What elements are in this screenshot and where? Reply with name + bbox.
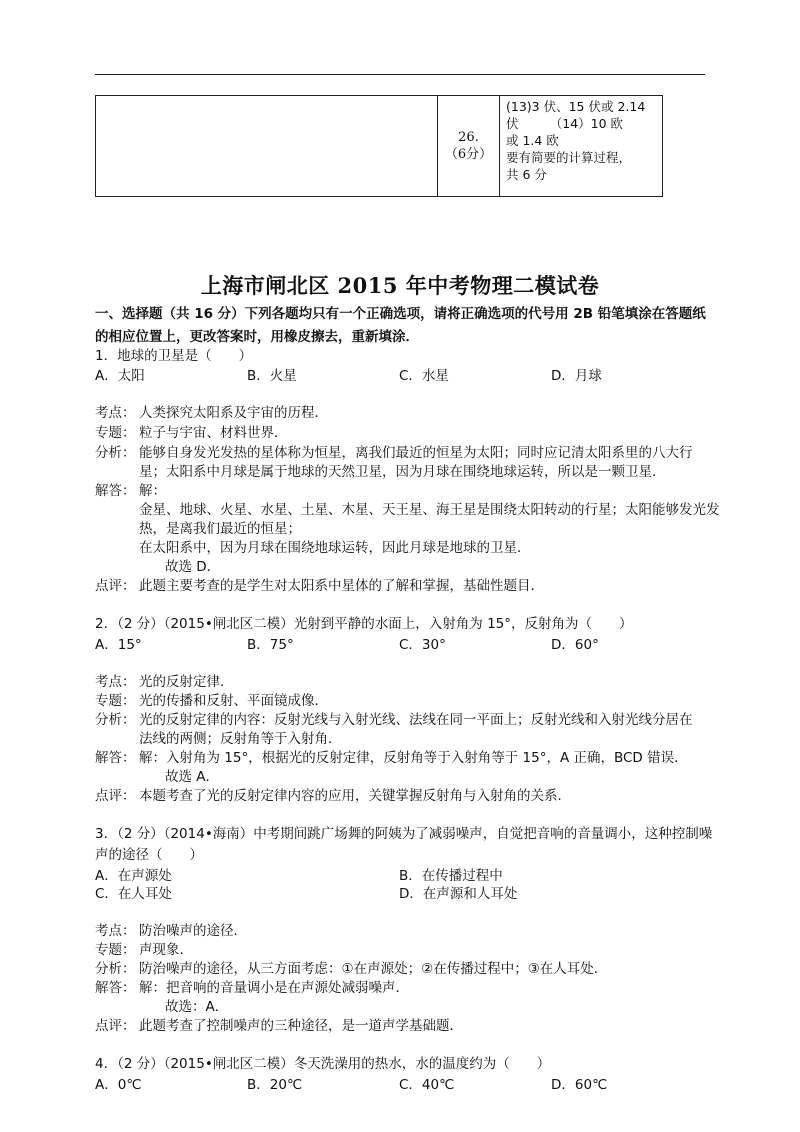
q1-dianping-label: 点评： — [95, 578, 136, 594]
q3-jieda-line: 故选：A． — [165, 999, 229, 1015]
table-cell-answer — [500, 96, 663, 197]
q2-dianping: 本题考查了光的反射定律内容的应用，关键掌握反射角与入射角的关系． — [139, 788, 571, 804]
q1-dianping: 此题主要考查的是学生对太阳系中星体的了解和掌握，基础性题目． — [139, 578, 544, 594]
q2-fenxi-label: 分析： — [95, 712, 136, 728]
q2-fenxi-line: 法线的两侧；反射角等于入射角． — [139, 731, 342, 747]
q2-zhuanti-label: 专题： — [95, 693, 136, 709]
q4-option-d: D．60℃ — [551, 1077, 608, 1093]
answer-line: 或 1.4 欧 — [506, 133, 559, 148]
q1-kaodian: 人类探究太阳系及宇宙的历程． — [139, 405, 328, 421]
q1-option-c: C．水星 — [399, 368, 449, 384]
q3-stem-line: 3．（2 分）（2014•海南）中考期间跳广场舞的阿姨为了减弱噪声，自觉把音响的音量调小，这种控制噪 — [95, 826, 713, 842]
q1-jieda-line: 解： — [139, 483, 166, 499]
q2-fenxi-line: 光的反射定律的内容：反射光线与入射光线、法线在同一平面上；反射光线和入射光线分居在 — [139, 712, 693, 728]
section-instruction-2: 的相应位置上，更改答案时，用橡皮擦去，重新填涂． — [95, 329, 419, 345]
q3-option-a: A．在声源处 — [95, 868, 172, 884]
q2-stem: 2．（2 分）（2015•闸北区二模）光射到平静的水面上，入射角为 15°，反射角为（ ） — [95, 616, 633, 632]
page-title: 上海市闸北区 2015 年中考物理二模试卷 — [200, 273, 600, 298]
q3-fenxi-label: 分析： — [95, 961, 136, 977]
q2-jieda-line: 解：入射角为 15°，根据光的反射定律，反射角等于入射角等于 15°，A 正确，BCD 错误． — [139, 750, 688, 766]
q2-option-a: A．15° — [95, 637, 142, 653]
answer-line: 伏 （14）10 欧 — [506, 116, 624, 131]
q3-zhuanti-label: 专题： — [95, 942, 136, 958]
q2-option-d: D．60° — [551, 637, 599, 653]
q3-option-b: B．在传播过程中 — [399, 868, 503, 884]
q4-option-c: C．40℃ — [399, 1077, 455, 1093]
answer-line: 要有简要的计算过程， — [506, 150, 632, 165]
answer-line: 共 6 分 — [506, 167, 547, 182]
q3-dianping: 此题考查了控制噪声的三种途径，是一道声学基础题． — [139, 1018, 463, 1034]
q1-jieda-line: 热，是离我们最近的恒星； — [139, 521, 301, 537]
q2-jieda-label: 解答： — [95, 750, 136, 766]
q1-option-a: A．太阳 — [95, 368, 145, 384]
q3-jieda-label: 解答： — [95, 980, 136, 996]
q2-kaodian: 光的反射定律． — [139, 674, 234, 690]
q1-fenxi-line: 能够自身发光发热的星体称为恒星，离我们最近的恒星为太阳；同时应记清太阳系里的八大行 — [139, 445, 693, 461]
answer-table — [95, 95, 663, 197]
q1-jieda-label: 解答： — [95, 483, 136, 499]
q3-zhuanti: 声现象． — [139, 942, 193, 958]
q2-dianping-label: 点评： — [95, 788, 136, 804]
q1-jieda-line: 故选 D． — [165, 559, 221, 575]
q3-option-d: D．在声源和人耳处 — [399, 886, 518, 902]
q3-kaodian-label: 考点： — [95, 923, 136, 939]
q4-option-b: B．20℃ — [247, 1077, 303, 1093]
table-cell-question — [438, 96, 500, 197]
q1-kaodian-label: 考点： — [95, 405, 136, 421]
section-instruction-1: 一、选择题（共 16 分）下列各题均只有一个正确选项，请将正确选项的代号用 2B 铅笔填涂在答题纸 — [95, 306, 706, 322]
q3-option-c: C．在人耳处 — [95, 886, 172, 902]
q1-jieda-line: 在太阳系中，因为月球在围绕地球运转，因此月球是地球的卫星． — [139, 540, 531, 556]
question-number: 26. — [458, 130, 479, 145]
q3-kaodian: 防治噪声的途径． — [139, 923, 247, 939]
q1-zhuanti-label: 专题： — [95, 425, 136, 441]
q3-fenxi: 防治噪声的途径，从三方面考虑：①在声源处；②在传播过程中；③在人耳处． — [139, 961, 608, 977]
q3-jieda-line: 解：把音响的音量调小是在声源处减弱噪声． — [139, 980, 409, 996]
header-rule — [95, 74, 705, 75]
table-row — [96, 96, 663, 197]
q1-fenxi-label: 分析： — [95, 445, 136, 461]
question-score: （6分） — [444, 147, 493, 162]
q2-option-c: C．30° — [399, 637, 446, 653]
q1-zhuanti: 粒子与宇宙、材料世界． — [139, 425, 288, 441]
q1-jieda-line: 金星、地球、火星、水星、土星、木星、天王星、海王星是围绕太阳转动的行星；太阳能够发光发 — [139, 502, 720, 518]
q1-stem: 1．地球的卫星是（ ） — [95, 348, 253, 364]
q1-fenxi-line: 星；太阳系中月球是属于地球的天然卫星，因为月球在围绕地球运转，所以是一颗卫星． — [139, 464, 666, 480]
q2-jieda-line: 故选 A． — [165, 769, 220, 785]
q4-stem: 4．（2 分）（2015•闸北区二模）冬天洗澡用的热水，水的温度约为（ ） — [95, 1056, 551, 1072]
q2-kaodian-label: 考点： — [95, 674, 136, 690]
q1-option-b: B．火星 — [247, 368, 297, 384]
q2-zhuanti: 光的传播和反射、平面镜成像． — [139, 693, 328, 709]
q3-dianping-label: 点评： — [95, 1018, 136, 1034]
q4-option-a: A．0℃ — [95, 1077, 142, 1093]
q1-option-d: D．月球 — [551, 368, 602, 384]
q2-option-b: B．75° — [247, 637, 294, 653]
table-cell-empty — [96, 96, 438, 197]
q3-stem-line: 声的途径（ ） — [95, 847, 203, 863]
answer-line: (13)3 伏、15 伏或 2.14 — [506, 99, 646, 114]
